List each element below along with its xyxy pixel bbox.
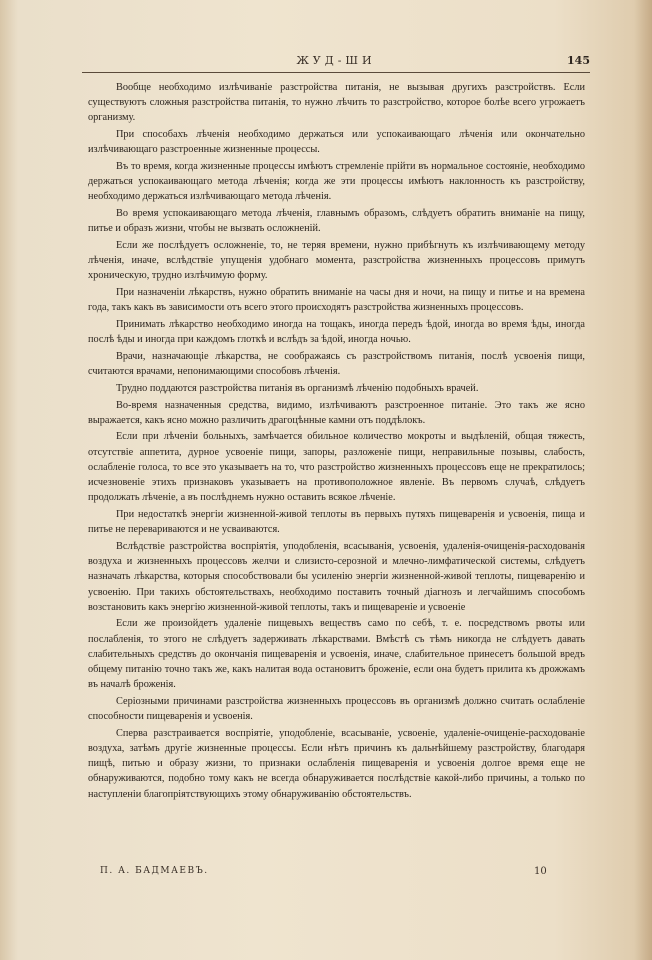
running-title: ЖУД-ШИ bbox=[296, 54, 376, 67]
paragraph: Если же послѣдуетъ осложненіе, то, не теряя времени, нужно прибѣгнуть къ излѣчивающему методу лѣченія, иначе, вслѣдствіе упущенія удобнаго момента, разстройства жизненныхъ процессовъ примутъ хроническую, трудно излѣчимую форму. bbox=[88, 240, 585, 282]
paragraph: При недостаткѣ энергіи жизненной-живой теплоты въ первыхъ путяхъ пищеваренія и усвоенія, пища и питье не перевариваются и не усваиваются. bbox=[88, 508, 585, 536]
paragraph: При назначеніи лѣкарствъ, нужно обратить вниманіе на часы дня и ночи, на пищу и питье и на времена года, такъ какъ въ зависимости отъ всего этого происходятъ разстройства жизненныхъ процессовъ. bbox=[88, 287, 585, 314]
signature-mark: 10 bbox=[534, 866, 547, 877]
paragraph: Сперва разстраивается воспріятіе, уподобленіе, всасываніе, усвоеніе, удаленіе-очищеніе-расходованіе воздуха, затѣмъ другіе жизненные процессы. Если нѣтъ причинъ къ дальнѣйшему разстройству, благодаря пищѣ, питью и образу жизни, то признаки ослабленія пищеваренія и усвоенія долгое время еще не обнаруживаются, подобно тому какъ не всегда обнаруживается послѣдствіе какой-либо причины, а только по наступленіи благопріятствующихъ этому обнаруживанію обстоятельствъ. bbox=[88, 727, 585, 800]
paragraph: Трудно поддаются разстройства питанія въ организмѣ лѣченію подобныхъ врачей. bbox=[116, 382, 479, 394]
paragraph: Вообще необходимо излѣчиваніе разстройства питанія, не вызывая другихъ разстройствъ. Если существуютъ сложныя разстройства питанія, то нужно лѣчить то разстройство, которое болѣе всего угрожаетъ организму. bbox=[88, 82, 585, 124]
footer-author: П. А. БАДМАЕВЪ. bbox=[100, 866, 209, 876]
paragraph: Если же произойдетъ удаленіе пищевыхъ веществъ само по себѣ, т. е. посредствомъ рвоты или послабленія, то этого не слѣдуетъ задерживать лѣкарствами. Вмѣстѣ съ тѣмъ никогда не слѣдуетъ давать слабительныхъ средствъ до окончанія пищеваренія и усвоенія, иначе, слабительное принесетъ большой вредъ общему питанію точно такъ же, какъ налитая вода остановитъ броженіе, если она будетъ прилита къ дрожжамъ въ началѣ броженія. bbox=[88, 618, 585, 691]
paragraph: При способахъ лѣченія необходимо держаться или успокаивающаго лѣченія или окончательно излѣчивающаго разстроенные жизненные процессы. bbox=[88, 129, 585, 156]
paragraph: Если при лѣченіи больныхъ, замѣчается обильное количество мокроты и выдѣленій, общая тяжесть, отсутствіе аппетита, дурное усвоеніе пищи, запоры, разложеніе пищи, неправильные позывы, слабость, ослабленіе голоса, то все это указываетъ на то, что разстройство жизненныхъ процессовъ еще не прекратилось; исчезновеніе этихъ признаковъ указываетъ на противоположное явленіе. Въ первомъ случаѣ, слѣдуетъ продолжать лѣченіе, а въ послѣднемъ нужно оставить всякое лѣченіе. bbox=[88, 431, 585, 504]
paragraph: Во время успокаивающаго метода лѣченія, главнымъ образомъ, слѣдуетъ обратить вниманіе на пищу, питье и образъ жизни, чтобы не вызвать осложненій. bbox=[88, 208, 585, 235]
paragraph: Вслѣдствіе разстройства воспріятія, уподобленія, всасыванія, усвоенія, удаленія-очищенія-расходованія воздуха и жизненныхъ процессовъ желчи и слизисто-серозной и млечно-лимфатической системы, слѣдуетъ назначать лѣкарства, которыя способствовали бы усиленію энергіи жизненной-живой теплоты, пищеваренію и усвоенію. При такихъ обстоятельствахъ, необходимо поставить точный діагнозъ и легчайшимъ способомъ возстановить какъ энергію жизненной-живой теплоты, такъ и пищевареніе и усвоеніе bbox=[88, 540, 585, 613]
page-footer bbox=[82, 866, 590, 882]
paragraph: Принимать лѣкарство необходимо иногда на тощакъ, иногда передъ ѣдой, иногда во время ѣды, иногда послѣ ѣды и иногда при каждомъ глоткѣ и вслѣдъ за ѣдой, иногда ночью. bbox=[88, 319, 585, 346]
page-header bbox=[82, 54, 590, 73]
page-number: 145 bbox=[567, 54, 590, 67]
paragraph: Серіозными причинами разстройства жизненныхъ процессовъ въ организмѣ должно считать ослабленіе способности пищеваренія и усвоенія. bbox=[88, 695, 585, 723]
page-edge-shadow bbox=[634, 0, 652, 960]
paragraph: Во-время назначенныя средства, видимо, излѣчиваютъ разстроенное питаніе. Это такъ же ясно выражается, какъ ясно можно различить драгоцѣнные камни отъ поддѣлокъ. bbox=[88, 399, 585, 426]
body-text bbox=[88, 80, 585, 803]
paragraph: Въ то время, когда жизненные процессы имѣютъ стремленіе прійти въ нормальное состояніе, необходимо держаться успокаивающаго метода лѣченія; когда же эти процессы имѣютъ наклонность къ разстройству, необходимо держаться излѣчивающаго метода лѣченія. bbox=[88, 161, 585, 203]
paragraph: Врачи, назначающіе лѣкарства, не соображаясь съ разстройствомъ питанія, послѣ усвоенія пищи, считаются врачами, непонимающими способовъ лѣченія. bbox=[88, 350, 585, 378]
